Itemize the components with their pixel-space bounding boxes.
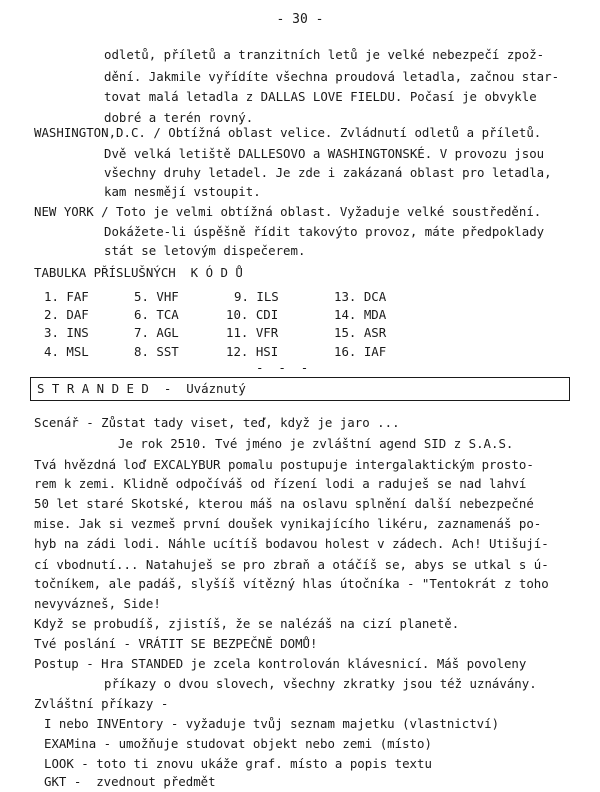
code-item: 11. VFR (226, 325, 279, 340)
washington-line: všechny druhy letadel. Je zde i zakázaná oblast pro letadla, (104, 165, 552, 180)
code-item: 5. VHF (134, 289, 179, 304)
code-item: 7. AGL (134, 325, 179, 340)
code-item: 9. ILS (234, 289, 279, 304)
story-line: nevyvázneš, Side! (34, 596, 161, 611)
section-title: S T R A N D E D - Uváznutý (37, 381, 246, 396)
washington-line: WASHINGTON,D.C. / Obtížná oblast velice. Zvládnutí odletů a příletů. (34, 125, 542, 140)
command-line: GKT - zvednout předmět (44, 774, 216, 789)
code-item: 3. INS (44, 325, 89, 340)
section-title-box (30, 377, 570, 401)
story-line: Tvé poslání - VRÁTIT SE BEZPEČNĚ DOMŮ! (34, 636, 318, 651)
story-line: Scenář - Zůstat tady viset, teď, když je jaro ... (34, 415, 400, 430)
story-line: Zvláštní příkazy - (34, 696, 169, 711)
command-line: LOOK - toto ti znovu ukáže graf. místo a popis textu (44, 756, 432, 771)
code-item: 16. IAF (334, 344, 387, 359)
story-line: 50 let staré Skotské, kterou máš na oslavu splnění další nebezpečné (34, 496, 534, 511)
code-item: 13. DCA (334, 289, 387, 304)
code-item: 2. DAF (44, 307, 89, 322)
story-line: rem k zemi. Klidně odpočíváš od řízení lodi a raduješ se nad lahví (34, 476, 527, 491)
story-line: točníkem, ale padáš, slyšíš vítězný hlas útočníka - "Tentokrát z toho (34, 576, 549, 591)
code-item: 6. TCA (134, 307, 179, 322)
intro-line: dobré a terén rovný. (104, 110, 254, 125)
intro-line: odletů, příletů a tranzitních letů je velké nebezpečí zpož- (104, 47, 545, 62)
code-item: 4. MSL (44, 344, 89, 359)
story-line: Je rok 2510. Tvé jméno je zvláštní agend SID z S.A.S. (118, 436, 514, 451)
code-item: 8. SST (134, 344, 179, 359)
intro-line: tovat malá letadla z DALLAS LOVE FIELDU. Počasí je obvykle (104, 89, 537, 104)
table-title: TABULKA PŘÍSLUŠNÝCH K Ó D Ů (34, 265, 243, 280)
washington-line: Dvě velká letiště DALLESOVO a WASHINGTONSKÉ. V provozu jsou (104, 146, 545, 161)
newyork-line: NEW YORK / Toto je velmi obtížná oblast. Vyžaduje velké soustředění. (34, 204, 542, 219)
story-line: příkazy o dvou slovech, všechny zkratky jsou též uznávány. (104, 676, 537, 691)
washington-line: kam nesmějí vstoupit. (104, 184, 261, 199)
command-line: I nebo INVEntory - vyžaduje tvůj seznam majetku (vlastnictví) (44, 716, 500, 731)
story-line: Postup - Hra STANDED je zcela kontrolován klávesnicí. Máš povoleny (34, 656, 527, 671)
code-item: 1. FAF (44, 289, 89, 304)
code-item: 15. ASR (334, 325, 387, 340)
story-line: cí vbodnutí... Natahuješ se pro zbraň a otáčíš se, abys se utkal s ú- (34, 557, 549, 572)
story-line: hyb na zádi lodi. Náhle ucítíš bodavou holest v zádech. Ach! Utišují- (34, 536, 549, 551)
page-number: - 30 - (276, 12, 324, 27)
newyork-line: stát se letovým dispečerem. (104, 243, 306, 258)
story-line: Když se probudíš, zjistíš, že se nalézáš na cizí planetě. (34, 616, 460, 631)
story-line: mise. Jak si vezmeš první doušek vynikajícího likéru, zaznamenáš po- (34, 516, 542, 531)
story-line: Tvá hvězdná loď EXCALYBUR pomalu postupuje intergalaktickým prosto- (34, 457, 534, 472)
code-item: 10. CDI (226, 307, 279, 322)
code-item: 14. MDA (334, 307, 387, 322)
newyork-line: Dokážete-li úspěšně řídit takovýto provoz, máte předpoklady (104, 224, 545, 239)
separator: - - - (256, 360, 309, 375)
intro-line: dění. Jakmile vyřídíte všechna proudová letadla, začnou star- (104, 69, 560, 84)
code-item: 12. HSI (226, 344, 279, 359)
command-line: EXAMina - umožňuje studovat objekt nebo zemi (místo) (44, 736, 432, 751)
